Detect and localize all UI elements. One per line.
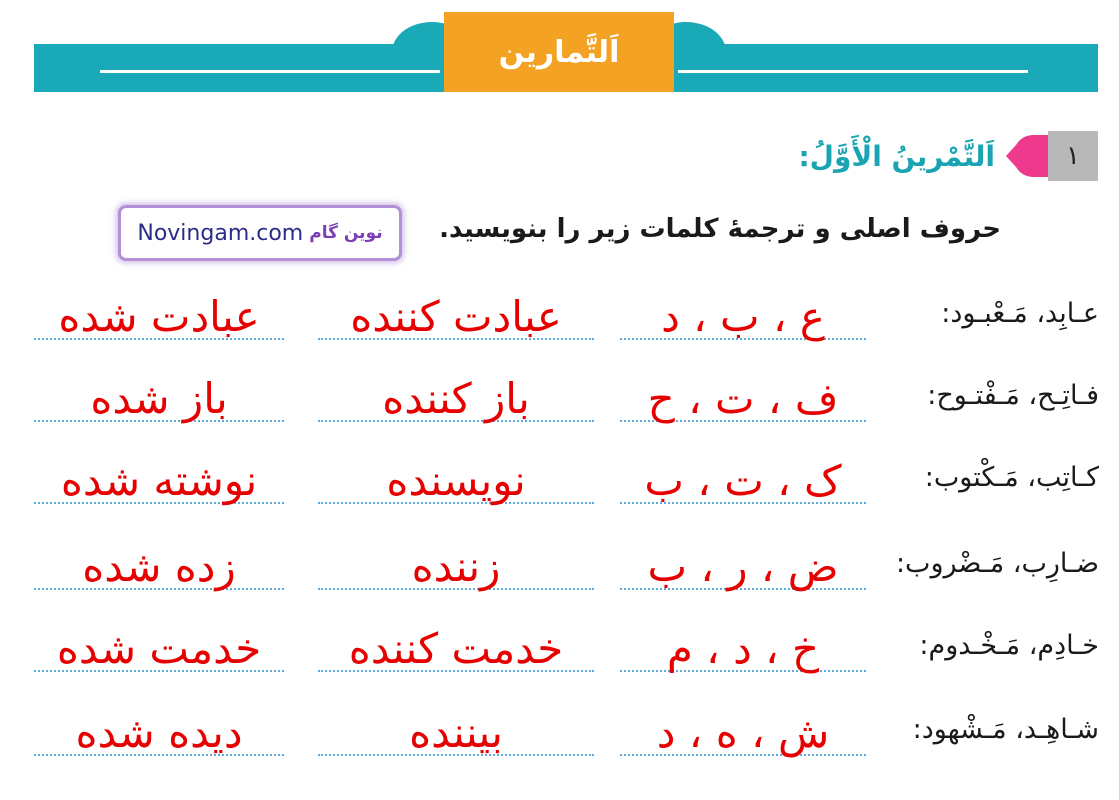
exercise-row [0, 538, 1119, 610]
passive-meaning: دیده شده [75, 707, 243, 757]
exercise-row [0, 370, 1119, 442]
root-letters: ش ، ه ، د [656, 707, 830, 757]
active-meaning: خدمت کننده [348, 623, 564, 673]
exercise-row [0, 620, 1119, 692]
root-letters: ض ، ر ، ب [647, 541, 839, 591]
watermark-domain: Novingam.com [137, 220, 304, 246]
passive-meaning: عبادت شده [58, 291, 260, 341]
word-pair: عـابِد، مَـعْبـود: [941, 298, 1099, 329]
exercise-row [0, 704, 1119, 776]
active-meaning: بیننده [409, 707, 503, 757]
watermark-badge [118, 205, 402, 261]
banner-line-right [678, 70, 1028, 73]
active-meaning: عبادت کننده [350, 291, 562, 341]
root-letters: ف ، ت ، ح [647, 373, 839, 423]
page-title: اَلتَّمارين [444, 12, 674, 92]
passive-meaning: زده شده [82, 541, 236, 591]
active-meaning: زننده [411, 541, 501, 591]
exercise-row [0, 288, 1119, 360]
passive-meaning: خدمت شده [56, 623, 262, 673]
root-letters: ع ، ب ، د [661, 291, 825, 341]
watermark-brand: نوین گام [309, 223, 383, 243]
word-pair: کـاتِب، مَـكْتوب: [924, 462, 1099, 493]
active-meaning: نویسنده [386, 455, 526, 505]
word-pair: ضـارِب، مَـضْروب: [895, 548, 1099, 579]
passive-meaning: باز شده [90, 373, 228, 423]
active-meaning: باز کننده [382, 373, 530, 423]
root-letters: ک ، ت ، ب [644, 455, 842, 505]
exercise-title: اَلتَّمْرينُ الْأَوَّلُ: [798, 139, 995, 173]
section-tag-icon [1004, 131, 1048, 181]
word-pair: فـاتِـح، مَـفْتـوح: [927, 380, 1099, 411]
word-pair: شـاهِـد، مَـشْهود: [912, 714, 1099, 745]
root-letters: خ ، د ، م [666, 623, 820, 673]
instruction-text: حروف اصلی و ترجمۀ کلمات زیر را بنویسید. [439, 214, 1001, 244]
exercise-row [0, 452, 1119, 524]
banner-line-left [100, 70, 440, 73]
exercise-number: ١ [1048, 131, 1098, 181]
word-pair: خـادِم، مَـخْـدوم: [919, 630, 1099, 661]
passive-meaning: نوشته شده [60, 455, 258, 505]
